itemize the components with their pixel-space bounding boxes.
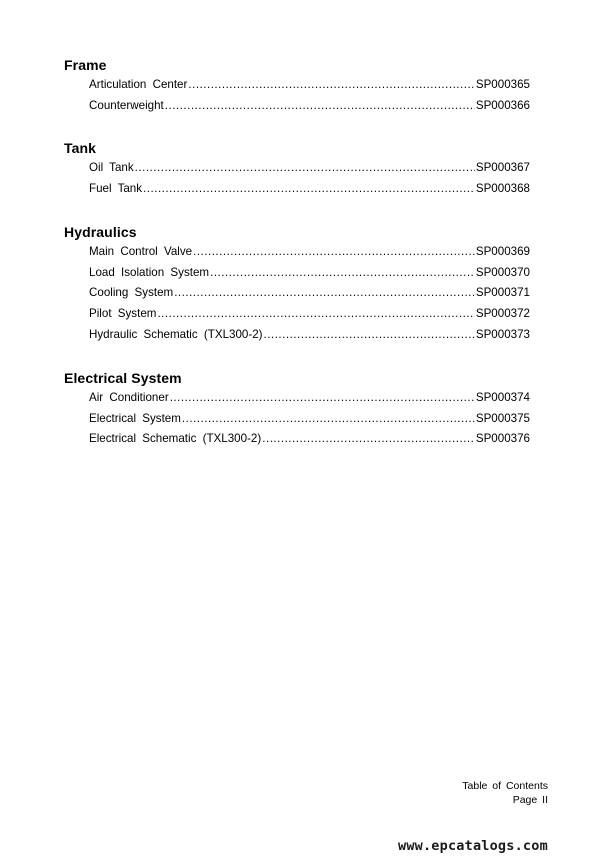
toc-entry-label: Load Isolation System [89, 265, 210, 279]
toc-entry[interactable] [64, 307, 530, 328]
toc-entry-label: Main Control Valve [89, 245, 193, 258]
toc-section-tank [64, 139, 530, 202]
toc-entry-code: SP000375 [475, 411, 530, 425]
toc-entry[interactable] [64, 78, 530, 99]
watermark-url: www.epcatalogs.com [398, 838, 548, 854]
toc-entry-code: SP000372 [475, 307, 530, 321]
toc-entry-label: Fuel Tank [89, 181, 143, 195]
section-title: Hydraulics [64, 224, 137, 240]
leader-dots [170, 391, 475, 404]
toc-entry[interactable] [64, 245, 530, 266]
toc-entry-label: Oil Tank [89, 161, 134, 174]
toc-entry-label: Counterweight [89, 98, 164, 112]
toc-entry-code: SP000376 [475, 432, 530, 446]
section-title: Electrical System [64, 370, 182, 386]
leader-dots [262, 432, 475, 445]
toc-entry[interactable] [64, 391, 530, 412]
toc-entry-label: Electrical System [89, 411, 181, 425]
toc-section-hydraulics [64, 223, 530, 348]
toc-entry[interactable] [64, 412, 530, 433]
toc-entry-code: SP000374 [475, 391, 530, 404]
toc-entry[interactable] [64, 432, 530, 453]
toc-entry[interactable] [64, 99, 530, 120]
toc-entry[interactable] [64, 161, 530, 182]
toc-entry-code: SP000371 [475, 286, 530, 300]
leader-dots [182, 412, 475, 425]
leader-dots [157, 307, 474, 320]
toc-entry-label: Pilot System [89, 307, 157, 321]
toc-entry-label: Hydraulic Schematic (TXL300-2) [89, 327, 263, 341]
toc-entry-label: Electrical Schematic (TXL300-2) [89, 432, 262, 446]
toc-entry[interactable] [64, 328, 530, 349]
toc-entry-code: SP000368 [475, 181, 530, 195]
section-title: Frame [64, 57, 107, 73]
toc-entry-label: Articulation Center [89, 78, 188, 91]
toc-entry[interactable] [64, 286, 530, 307]
toc-section-frame [64, 56, 530, 119]
toc-entry-code: SP000365 [475, 78, 530, 91]
toc-entry-code: SP000369 [475, 245, 530, 258]
footer-document-title: Table of Contents [462, 780, 548, 792]
leader-dots [188, 78, 474, 91]
leader-dots [193, 245, 475, 258]
toc-entry[interactable] [64, 182, 530, 203]
toc-section-electrical-system [64, 369, 530, 453]
leader-dots [174, 286, 475, 299]
leader-dots [264, 328, 475, 341]
toc-entry-code: SP000370 [475, 265, 530, 279]
footer-page-number: Page II [512, 793, 548, 806]
toc-entry-code: SP000367 [475, 161, 530, 174]
toc-entry[interactable] [64, 266, 530, 287]
toc-entry-label: Cooling System [89, 286, 174, 300]
toc-entry-code: SP000373 [475, 327, 530, 341]
page-footer [462, 780, 548, 807]
leader-dots [210, 266, 475, 279]
leader-dots [135, 161, 475, 174]
section-title: Tank [64, 140, 97, 156]
toc-entry-label: Air Conditioner [89, 391, 169, 404]
leader-dots [165, 99, 475, 112]
toc-entry-code: SP000366 [475, 98, 530, 112]
leader-dots [143, 182, 475, 195]
